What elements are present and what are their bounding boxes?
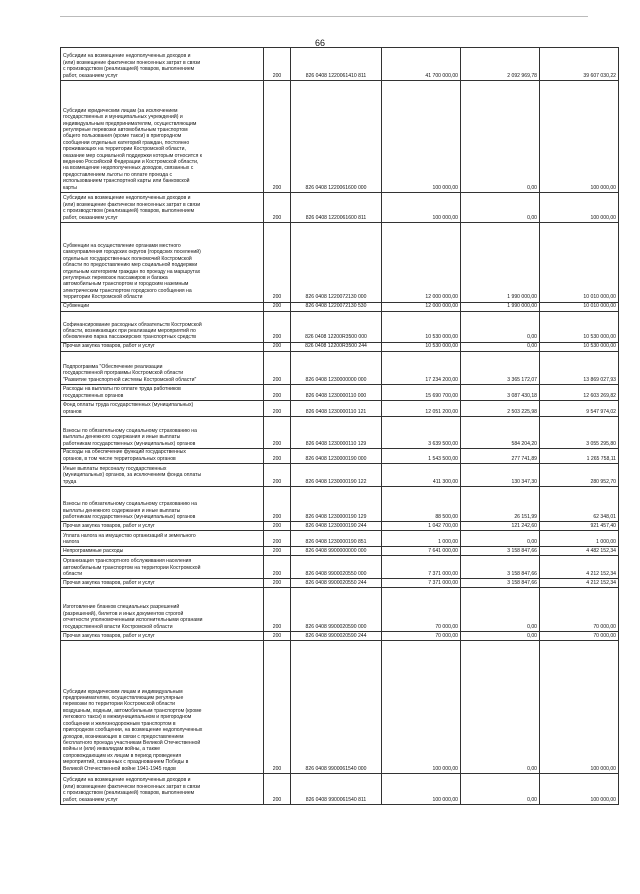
row-remainder-cell: 62 348,01 (540, 487, 619, 522)
row-approved-cell: 100 000,00 (382, 640, 461, 773)
row-code-cell: 826 0408 1220072130 530 (291, 302, 382, 311)
row-code-cell: 826 0408 1230000190 851 (291, 531, 382, 547)
row-remainder-cell: 9 547 974,02 (540, 401, 619, 417)
row-executed-cell: 3 158 847,66 (461, 579, 540, 588)
table-row (61, 311, 619, 342)
row-remainder-cell: 70 000,00 (540, 588, 619, 632)
row-executed-cell: 2 503 225,98 (461, 401, 540, 417)
table-row (61, 417, 619, 449)
row-name-cell: Прочая закупка товаров, работ и услуг (61, 522, 264, 531)
row-remainder-cell: 100 000,00 (540, 640, 619, 773)
row-code-cell: 826 0408 1220061600 000 (291, 81, 382, 193)
row-code-cell: 826 0408 9900020550 244 (291, 579, 382, 588)
row-approved-cell: 3 639 500,00 (382, 417, 461, 449)
row-name-cell: Организация транспортного обслуживания населения автомобильным транспортом на территории Костромской области (61, 556, 264, 579)
row-remainder-cell: 10 010 000,00 (540, 223, 619, 303)
row-code-cell: 826 0408 9900020590 000 (291, 588, 382, 632)
row-approved-cell: 10 530 000,00 (382, 342, 461, 351)
table-body (61, 48, 619, 805)
row-approved-cell: 100 000,00 (382, 81, 461, 193)
row-code-cell: 826 0408 1220061600 811 (291, 193, 382, 223)
row-approved-cell: 12 051 200,00 (382, 401, 461, 417)
row-name-cell: Подпрограмма "Обеспечение реализации государственной программы Костромской области "Развитие транспортной системы Костромской области" (61, 351, 264, 384)
row-code-cell: 826 0408 1230000110 121 (291, 401, 382, 417)
row-executed-cell: 130 347,30 (461, 464, 540, 487)
row-executed-cell: 1 990 000,00 (461, 223, 540, 303)
row-remainder-cell: 4 482 152,34 (540, 547, 619, 556)
row-kvr-cell: 200 (264, 48, 291, 81)
row-name-cell: Субвенции (61, 302, 264, 311)
row-kvr-cell: 200 (264, 487, 291, 522)
row-remainder-cell: 1 000,00 (540, 531, 619, 547)
row-remainder-cell: 4 212 152,34 (540, 579, 619, 588)
row-code-cell: 826 0408 1230000190 244 (291, 522, 382, 531)
row-kvr-cell: 200 (264, 531, 291, 547)
row-remainder-cell: 12 603 269,82 (540, 385, 619, 401)
table-row (61, 223, 619, 303)
row-approved-cell: 12 000 000,00 (382, 302, 461, 311)
row-remainder-cell: 10 530 000,00 (540, 311, 619, 342)
row-remainder-cell: 3 055 295,80 (540, 417, 619, 449)
row-kvr-cell: 200 (264, 223, 291, 303)
row-kvr-cell: 200 (264, 547, 291, 556)
row-executed-cell: 26 151,99 (461, 487, 540, 522)
row-code-cell: 826 0408 12200R3500 244 (291, 342, 382, 351)
row-approved-cell: 41 700 000,00 (382, 48, 461, 81)
row-remainder-cell: 10 010 000,00 (540, 302, 619, 311)
row-code-cell: 826 0408 1220072130 000 (291, 223, 382, 303)
row-kvr-cell: 200 (264, 401, 291, 417)
row-kvr-cell: 200 (264, 556, 291, 579)
row-name-cell: Субсидии на возмещение недополученных доходов и (или) возмещение фактически понесенных затрат в связи с производством (реализацией) товаров, выполнением работ, оказанием услуг (61, 193, 264, 223)
row-code-cell: 826 0408 9900061540 000 (291, 640, 382, 773)
table-row (61, 302, 619, 311)
row-executed-cell: 0,00 (461, 193, 540, 223)
row-code-cell: 826 0408 1230000110 129 (291, 417, 382, 449)
row-approved-cell: 1 543 500,00 (382, 449, 461, 464)
row-kvr-cell: 200 (264, 631, 291, 640)
row-executed-cell: 3 158 847,66 (461, 556, 540, 579)
row-kvr-cell: 200 (264, 464, 291, 487)
row-code-cell: 826 0408 1230000000 000 (291, 351, 382, 384)
row-name-cell: Взносы по обязательному социальному страхованию на выплаты денежного содержания и иные выплаты работникам государственных (муниципальных) органов (61, 417, 264, 449)
row-name-cell: Софинансирование расходных обязательств Костромской области, возникающих при реализации мероприятий по обновлению парка пассажирских транспортных средств (61, 311, 264, 342)
table-row (61, 351, 619, 384)
row-remainder-cell: 1 265 758,11 (540, 449, 619, 464)
table-row (61, 579, 619, 588)
table-row (61, 588, 619, 632)
row-code-cell: 826 0408 1230000190 000 (291, 449, 382, 464)
row-code-cell: 826 0408 1230000190 122 (291, 464, 382, 487)
row-executed-cell: 0,00 (461, 311, 540, 342)
row-kvr-cell: 200 (264, 522, 291, 531)
table-row (61, 464, 619, 487)
row-executed-cell: 0,00 (461, 640, 540, 773)
row-kvr-cell: 200 (264, 417, 291, 449)
table-row (61, 449, 619, 464)
row-approved-cell: 1 042 700,00 (382, 522, 461, 531)
table-row (61, 487, 619, 522)
row-code-cell: 826 0408 12200R3500 000 (291, 311, 382, 342)
row-code-cell: 826 0408 9900000000 000 (291, 547, 382, 556)
table-row (61, 531, 619, 547)
row-name-cell: Расходы на выплаты по оплате труда работников государственных органов (61, 385, 264, 401)
row-executed-cell: 3 087 430,18 (461, 385, 540, 401)
row-name-cell: Субвенции на осуществление органами местного самоуправления городских округов (городских поселений) отдельных государственных полномочий Костромской области по предоставлению мер социальной поддержки отдельным категориям граждан по проезду на маршрутах регулярных перевозок пассажиров и багажа автомобильным транспортом и городским наземным электрическим транспортом городского сообщения на территории Костромской области (61, 223, 264, 303)
row-name-cell: Прочая закупка товаров, работ и услуг (61, 579, 264, 588)
row-executed-cell: 3 158 847,66 (461, 547, 540, 556)
row-remainder-cell: 4 212 152,34 (540, 556, 619, 579)
row-code-cell: 826 0408 1230000110 000 (291, 385, 382, 401)
row-executed-cell: 277 741,89 (461, 449, 540, 464)
row-remainder-cell: 70 000,00 (540, 631, 619, 640)
row-executed-cell: 0,00 (461, 531, 540, 547)
row-remainder-cell: 280 952,70 (540, 464, 619, 487)
row-kvr-cell: 200 (264, 579, 291, 588)
row-remainder-cell: 100 000,00 (540, 773, 619, 804)
row-name-cell: Изготовление бланков специальных разрешений (разрешений), билетов и иных документов строгой отчетности уполномоченными исполнительными органами государственной власти Костромской области (61, 588, 264, 632)
row-code-cell: 826 0408 9900061540 811 (291, 773, 382, 804)
row-name-cell: Субсидии на возмещение недополученных доходов и (или) возмещение фактически понесенных затрат в связи с производством (реализацией) товаров, выполнением работ, оказанием услуг (61, 48, 264, 81)
row-name-cell: Расходы на обеспечение функций государственных органов, в том числе территориальных органов (61, 449, 264, 464)
row-kvr-cell: 200 (264, 351, 291, 384)
row-approved-cell: 10 530 000,00 (382, 311, 461, 342)
row-approved-cell: 17 234 200,00 (382, 351, 461, 384)
row-remainder-cell: 921 457,40 (540, 522, 619, 531)
row-remainder-cell: 100 000,00 (540, 81, 619, 193)
row-approved-cell: 7 371 000,00 (382, 556, 461, 579)
row-approved-cell: 88 500,00 (382, 487, 461, 522)
row-executed-cell: 0,00 (461, 773, 540, 804)
row-executed-cell: 1 990 000,00 (461, 302, 540, 311)
row-executed-cell: 0,00 (461, 588, 540, 632)
row-kvr-cell: 200 (264, 449, 291, 464)
row-kvr-cell: 200 (264, 81, 291, 193)
row-kvr-cell: 200 (264, 773, 291, 804)
row-remainder-cell: 100 000,00 (540, 193, 619, 223)
row-code-cell: 826 0408 1230000190 129 (291, 487, 382, 522)
page-number: 66 (314, 38, 325, 48)
row-approved-cell: 1 000,00 (382, 531, 461, 547)
row-approved-cell: 7 371 000,00 (382, 579, 461, 588)
row-remainder-cell: 10 530 000,00 (540, 342, 619, 351)
row-kvr-cell: 200 (264, 640, 291, 773)
table-row (61, 556, 619, 579)
table-row (61, 342, 619, 351)
row-approved-cell: 7 641 000,00 (382, 547, 461, 556)
row-approved-cell: 70 000,00 (382, 588, 461, 632)
table-row (61, 385, 619, 401)
row-name-cell: Прочая закупка товаров, работ и услуг (61, 342, 264, 351)
row-remainder-cell: 39 607 030,22 (540, 48, 619, 81)
row-executed-cell: 2 092 969,78 (461, 48, 540, 81)
budget-execution-table (60, 47, 619, 805)
row-name-cell: Непрограммные расходы (61, 547, 264, 556)
row-name-cell: Иные выплаты персоналу государственных (муниципальных) органов, за исключением фонда оплаты труда (61, 464, 264, 487)
table-row (61, 193, 619, 223)
row-approved-cell: 12 000 000,00 (382, 223, 461, 303)
row-executed-cell: 3 365 172,07 (461, 351, 540, 384)
row-kvr-cell: 200 (264, 385, 291, 401)
table-row (61, 640, 619, 773)
row-approved-cell: 411 300,00 (382, 464, 461, 487)
row-name-cell: Субсидии на возмещение недополученных доходов и (или) возмещение фактически понесенных затрат в связи с производством (реализацией) товаров, выполнением работ, оказанием услуг (61, 773, 264, 804)
table-row (61, 48, 619, 81)
row-approved-cell: 70 000,00 (382, 631, 461, 640)
row-name-cell: Субсидии юридическим лицам и индивидуальным предпринимателям, осуществляющим регулярные перевозки по территории Костромской области воздушным, водным, автомобильным транспортом (кроме легкового такси) в межмуниципальном и пригородном сообщении и железнодорожным транспортом в пригородном сообщении, на возмещение недополученных доходов, возникающих в связи с предоставлением бесплатного проезда участникам Великой Отечественной войны и (или) инвалидам войны, а также сопровождающим их лицам в период проведения мероприятий, связанных с празднованием Победы в Великой Отечественной войне 1941-1945 годов (61, 640, 264, 773)
row-executed-cell: 121 242,60 (461, 522, 540, 531)
table-row (61, 773, 619, 804)
row-executed-cell: 0,00 (461, 81, 540, 193)
row-code-cell: 826 0408 1220061410 811 (291, 48, 382, 81)
row-approved-cell: 15 690 700,00 (382, 385, 461, 401)
page-top-rule (60, 16, 588, 17)
row-kvr-cell: 200 (264, 193, 291, 223)
table-row (61, 522, 619, 531)
row-name-cell: Субсидии юридическим лицам (за исключением государственных и муниципальных учреждений) и индивидуальным предпринимателям, осуществляющим регулярные перевозки автомобильным транспортом общего пользования (кроме такси) в пригородном сообщении отдельных категорий граждан, постоянно проживающих на территории Костромской области, оказание мер социальной поддержки которым относится к ведению Российской Федерации и Костромской области, на возмещение недополученных доходов, связанных с предоставлением льготы по оплате проезда с использованием транспортной карты или банковской карты (61, 81, 264, 193)
table-row (61, 547, 619, 556)
row-executed-cell: 0,00 (461, 342, 540, 351)
row-kvr-cell: 200 (264, 588, 291, 632)
table-row (61, 401, 619, 417)
row-executed-cell: 584 204,20 (461, 417, 540, 449)
row-remainder-cell: 13 869 027,93 (540, 351, 619, 384)
row-kvr-cell: 200 (264, 342, 291, 351)
row-approved-cell: 100 000,00 (382, 773, 461, 804)
row-code-cell: 826 0408 9900020590 244 (291, 631, 382, 640)
row-name-cell: Взносы по обязательному социальному страхованию на выплаты денежного содержания и иные выплаты работникам государственных (муниципальных) органов (61, 487, 264, 522)
row-name-cell: Фонд оплаты труда государственных (муниципальных) органов (61, 401, 264, 417)
table-row (61, 631, 619, 640)
row-approved-cell: 100 000,00 (382, 193, 461, 223)
table-row (61, 81, 619, 193)
row-name-cell: Прочая закупка товаров, работ и услуг (61, 631, 264, 640)
row-name-cell: Уплата налога на имущество организаций и земельного налога (61, 531, 264, 547)
row-executed-cell: 0,00 (461, 631, 540, 640)
row-code-cell: 826 0408 9900020550 000 (291, 556, 382, 579)
row-kvr-cell: 200 (264, 302, 291, 311)
row-kvr-cell: 200 (264, 311, 291, 342)
